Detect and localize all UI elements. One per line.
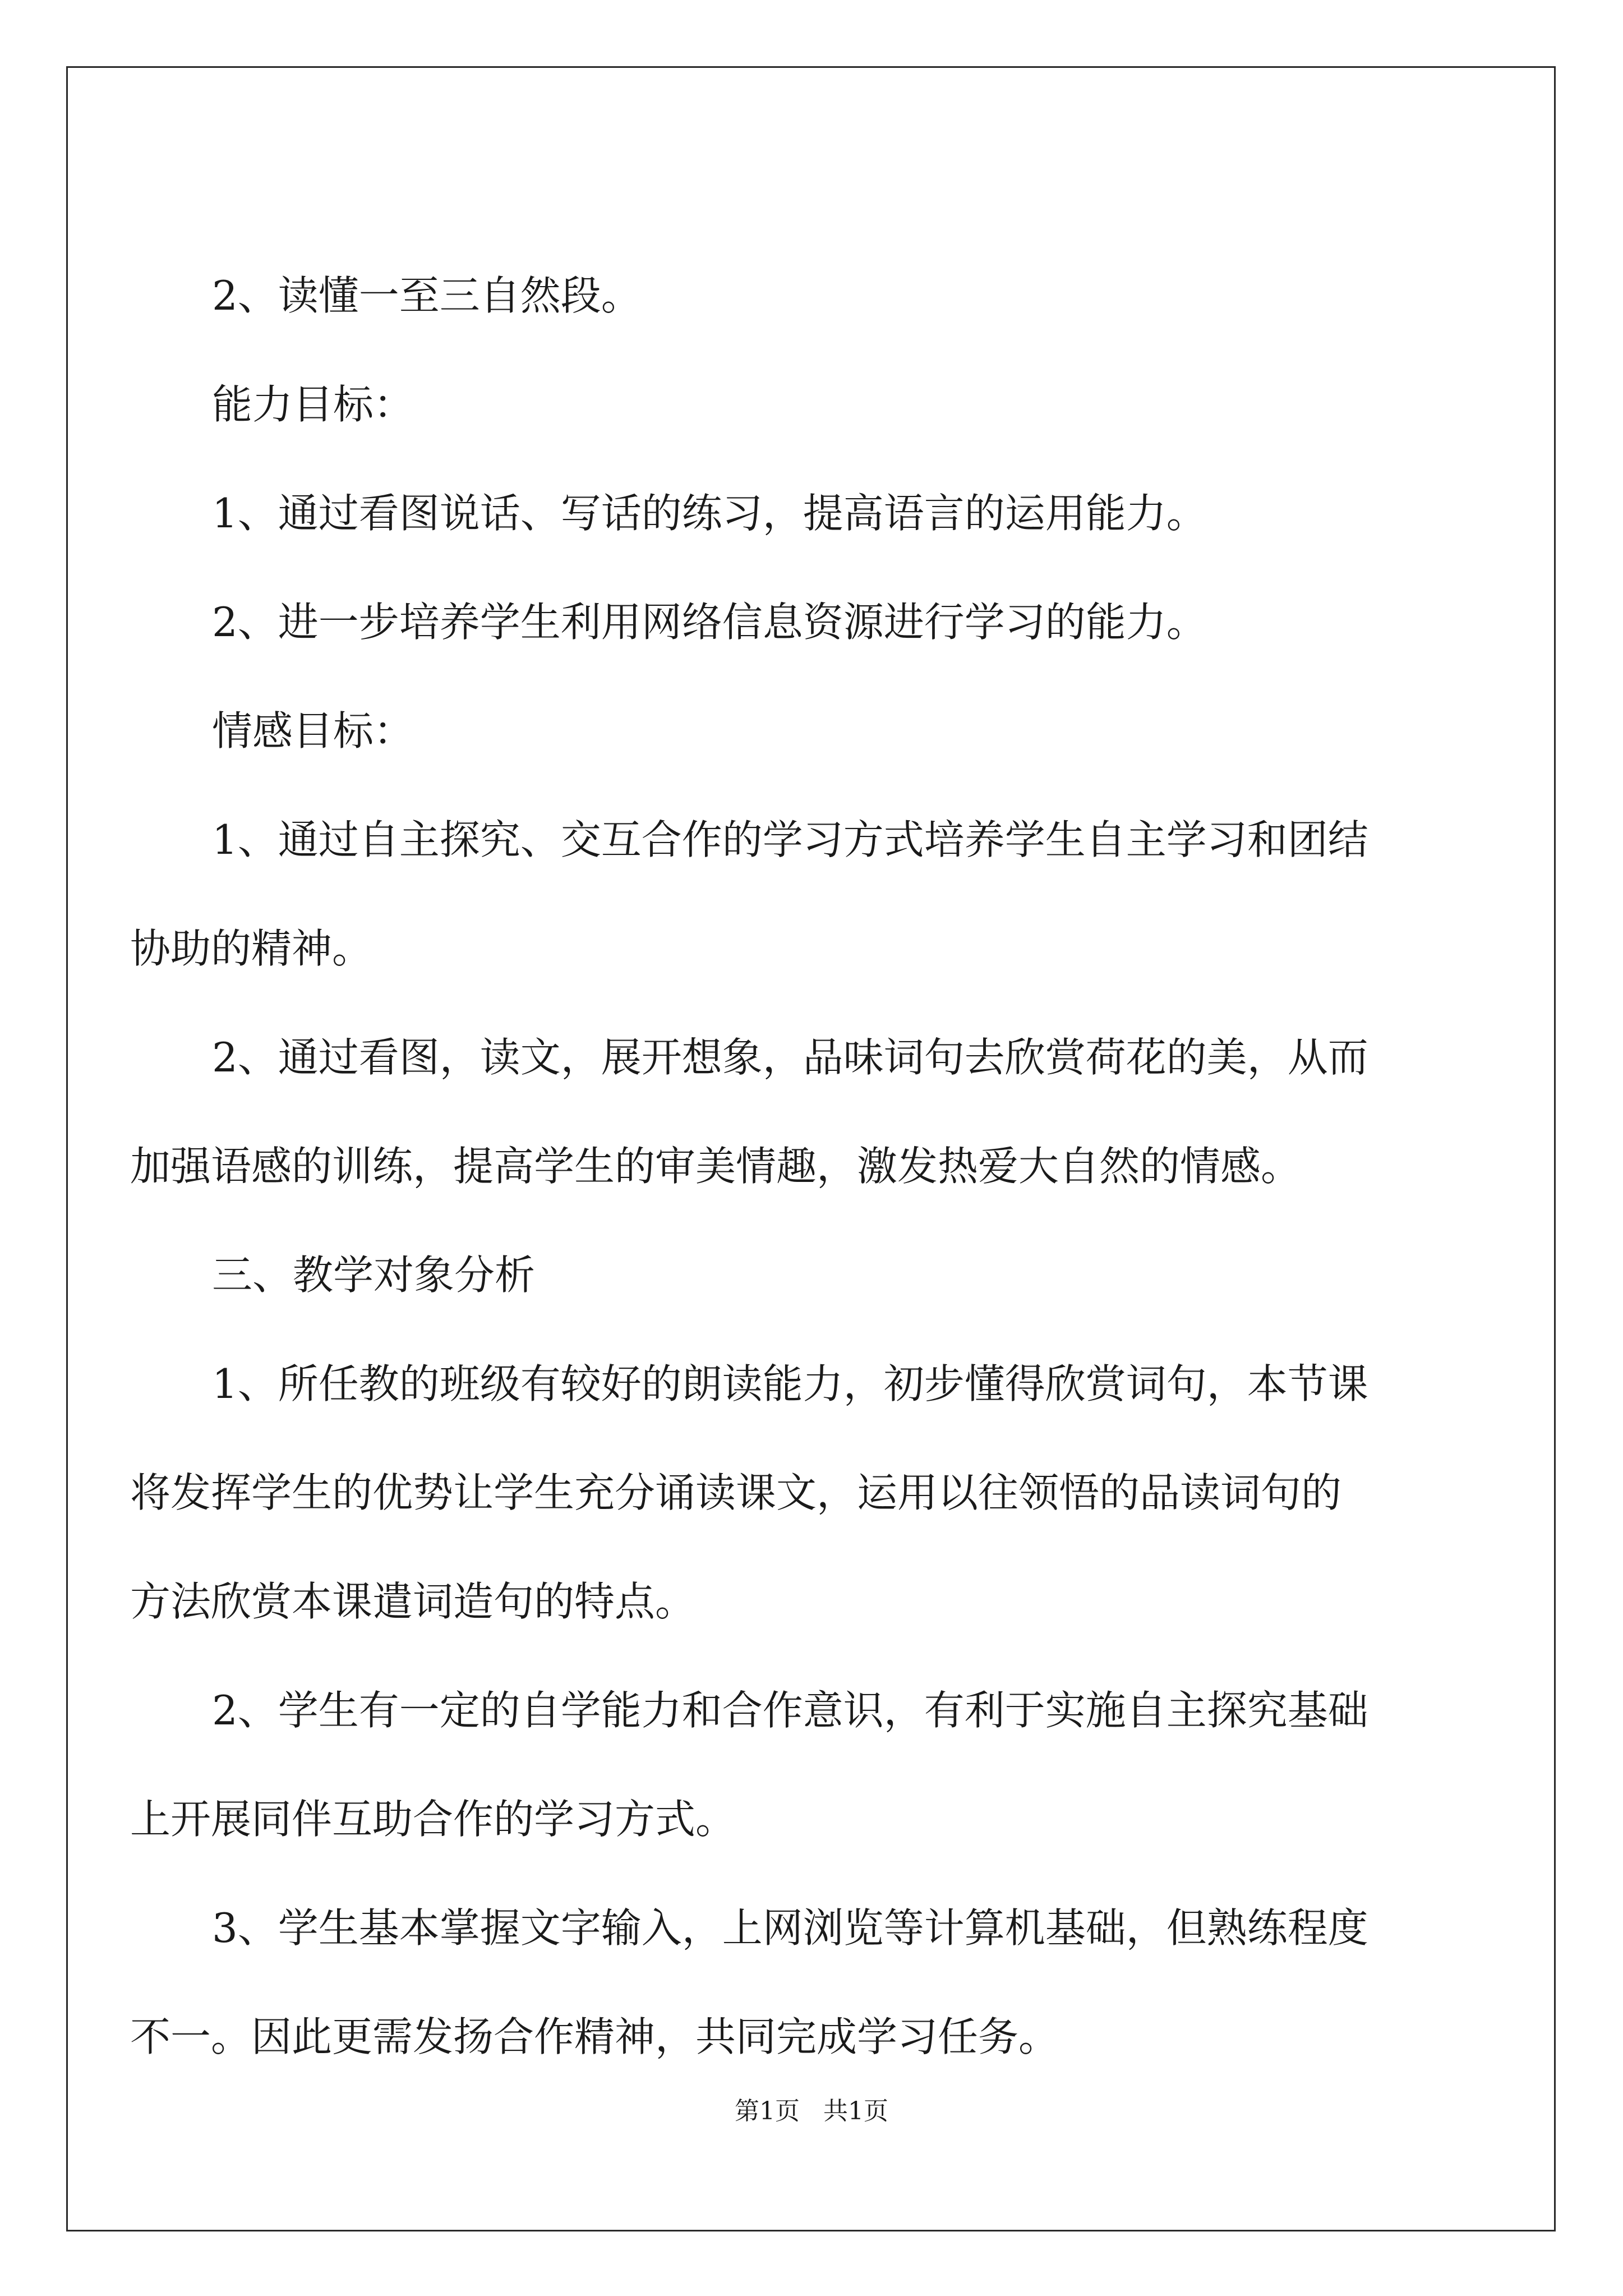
section-heading-ability-goals: 能力目标： [212,381,414,428]
paragraph-line: 3、学生基本掌握文字输入，上网浏览等计算机基础，但熟练程度 [212,1904,1368,1952]
paragraph-line: 上开展同伴互助合作的学习方式。 [130,1796,736,1843]
paragraph-line: 2、通过看图，读文，展开想象，品味词句去欣赏荷花的美，从而 [212,1034,1368,1081]
paragraph-line: 2、读懂一至三自然段。 [212,272,642,319]
paragraph-line: 2、进一步培养学生利用网络信息资源进行学习的能力。 [212,599,1207,646]
section-heading-emotion-goals: 情感目标： [212,707,414,754]
paragraph-line: 2、学生有一定的自学能力和合作意识，有利于实施自主探究基础 [212,1687,1368,1734]
paragraph-line: 方法欣赏本课遣词造句的特点。 [130,1578,696,1625]
paragraph-line: 加强语感的训练，提高学生的审美情趣，激发热爱大自然的情感。 [130,1143,1302,1190]
section-heading-student-analysis: 三、教学对象分析 [212,1251,536,1299]
paragraph-line: 协助的精神。 [130,925,373,972]
page-footer: 第1页 共1页 [735,2097,888,2125]
paragraph-line: 1、通过自主探究、交互合作的学习方式培养学生自主学习和团结 [212,816,1368,863]
paragraph-line: 不一。因此更需发扬合作精神，共同完成学习任务。 [130,2013,1059,2060]
paragraph-line: 1、通过看图说话、写话的练习，提高语言的运用能力。 [212,490,1207,537]
paragraph-line: 将发挥学生的优势让学生充分诵读课文，运用以往领悟的品读词句的 [130,1469,1342,1516]
document-body [130,241,1432,2091]
paragraph-line: 1、所任教的班级有较好的朗读能力，初步懂得欣赏词句，本节课 [212,1360,1368,1407]
